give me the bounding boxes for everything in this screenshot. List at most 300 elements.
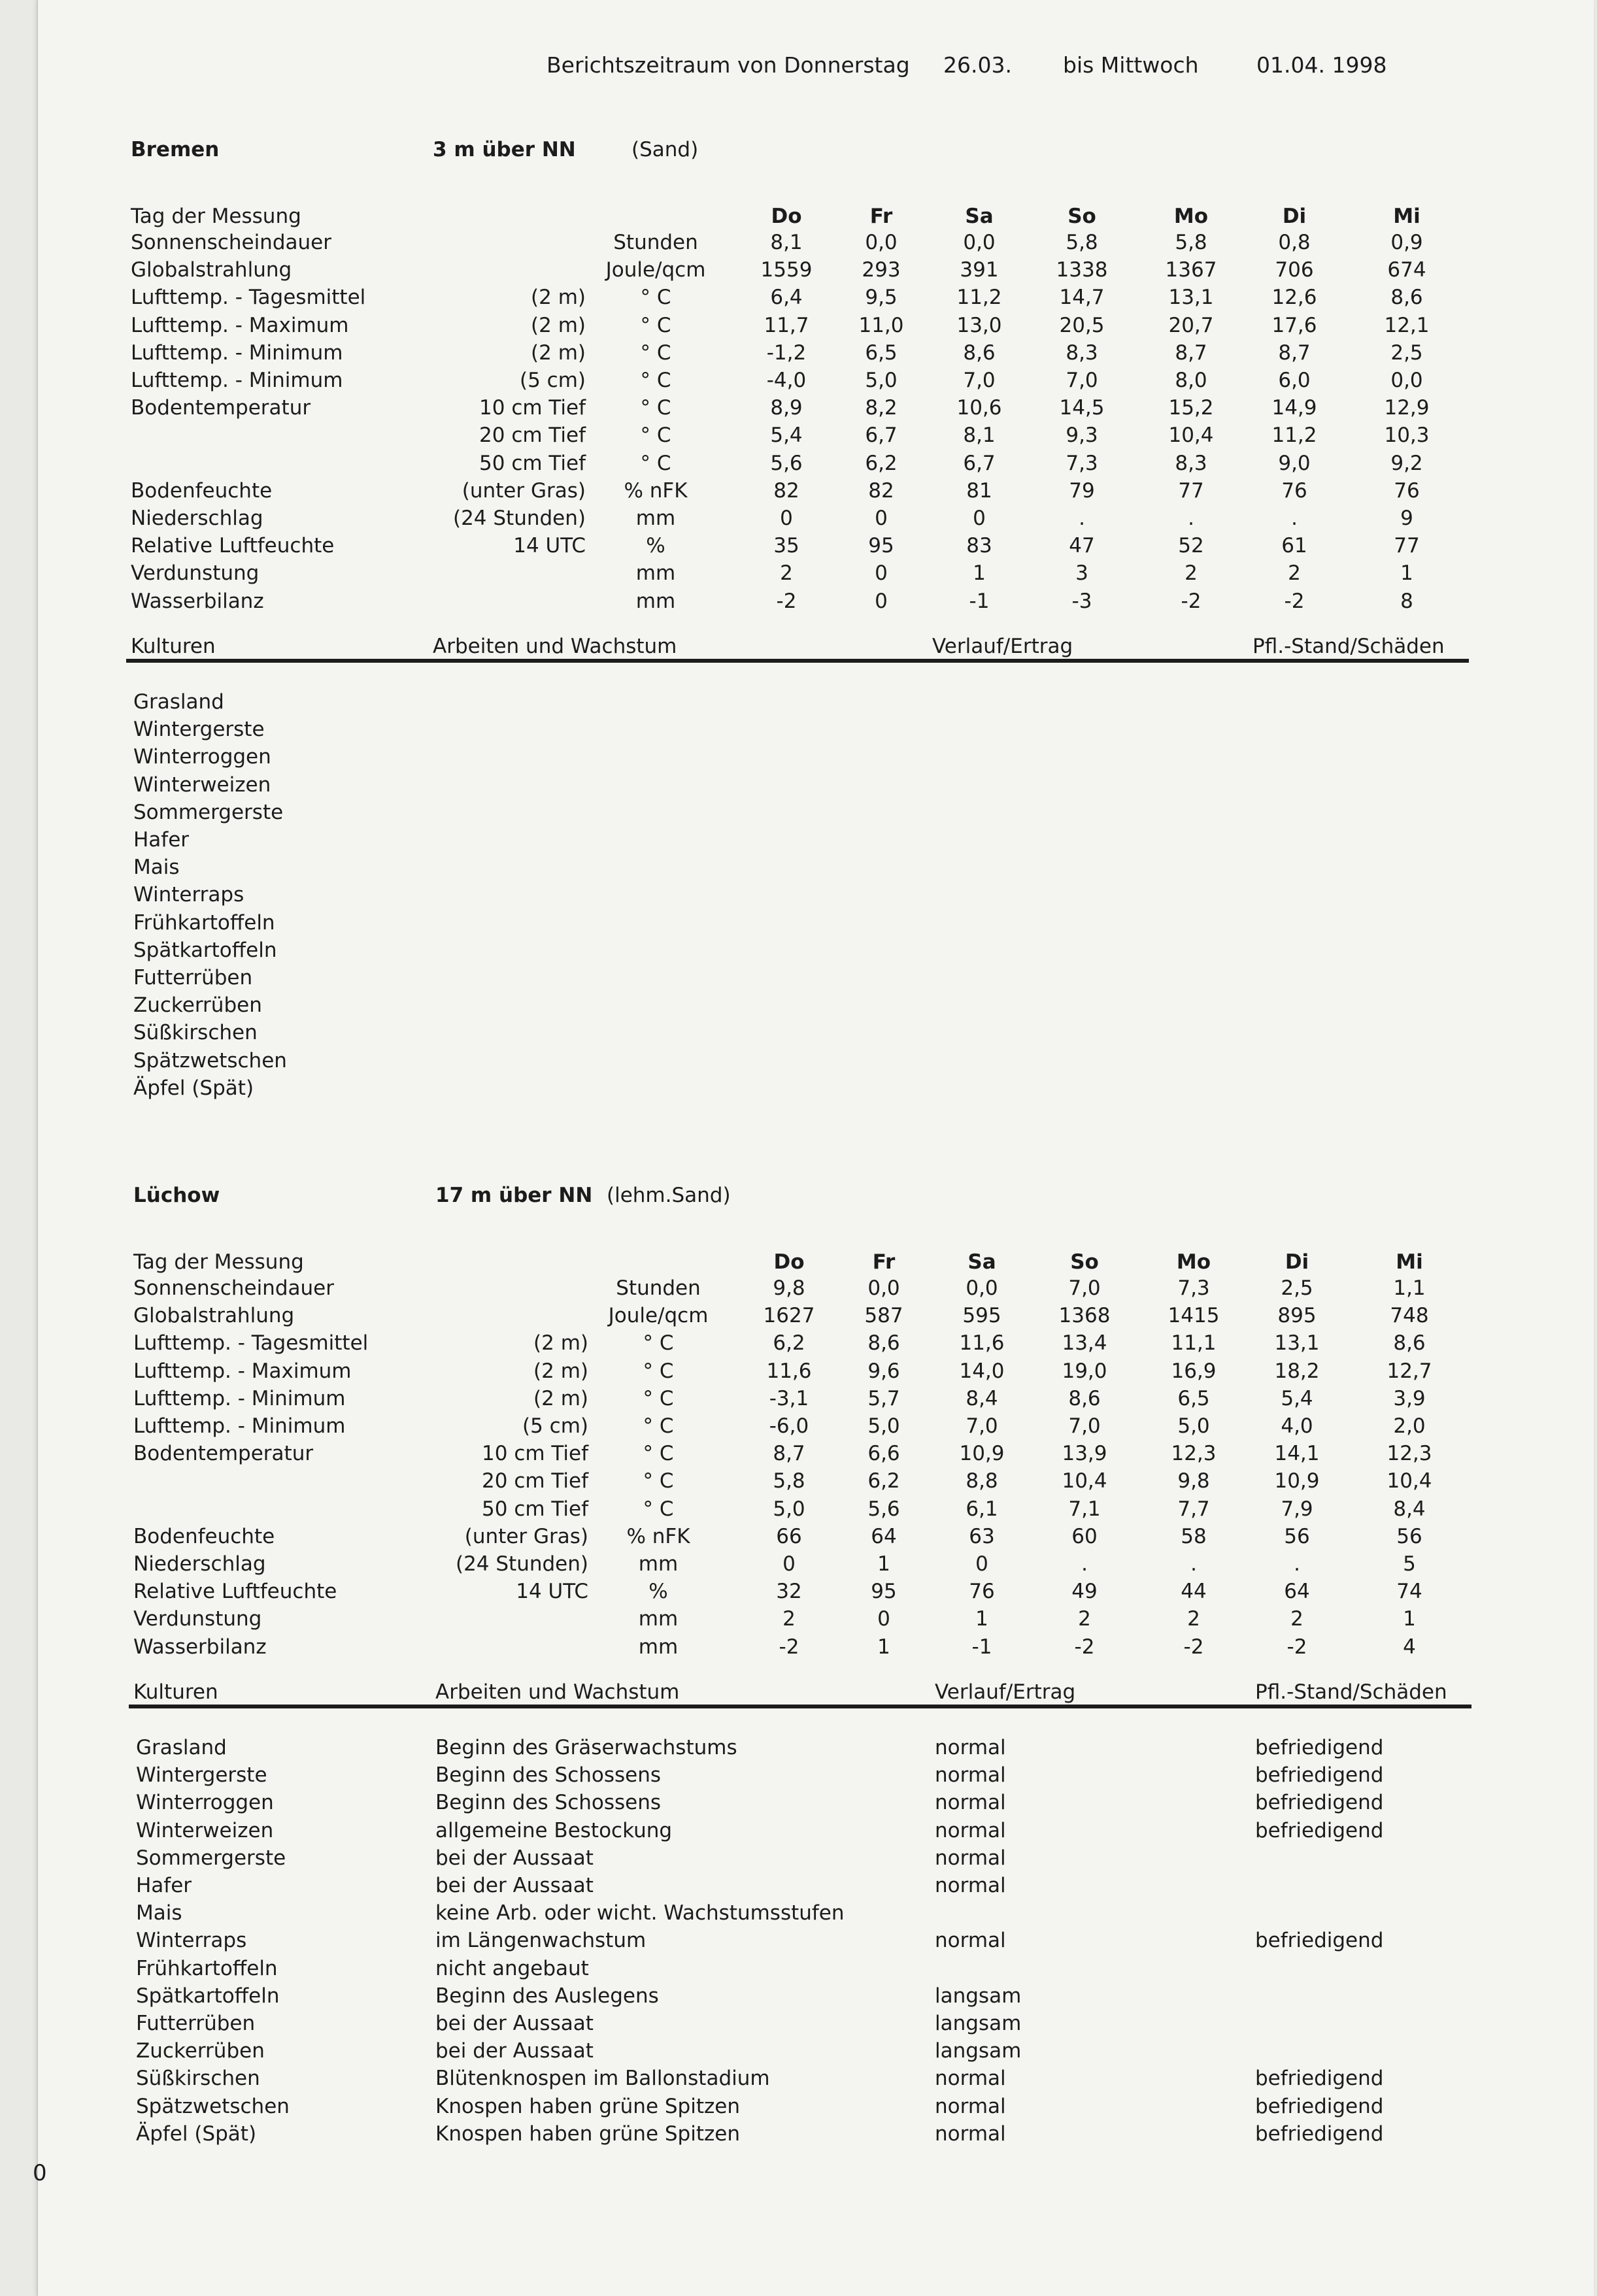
measurement-value: 8,1 — [963, 424, 996, 448]
crop-row — [0, 1789, 1597, 1816]
station-name: Bremen — [131, 138, 220, 161]
measurement-value: . — [1081, 1552, 1088, 1576]
crop-status: befriedigend — [1255, 1791, 1384, 1815]
day-do: Do — [771, 205, 802, 228]
measurement-value: 674 — [1387, 258, 1426, 282]
measurement-value: 3,9 — [1393, 1386, 1426, 1410]
crop-name: Winterweizen — [136, 1818, 274, 1842]
measurement-value: -6,0 — [769, 1414, 809, 1438]
crop-progress: normal — [935, 2094, 1006, 2118]
measurement-value: 8,9 — [770, 396, 803, 420]
measurement-value: 10,4 — [1168, 424, 1214, 448]
measurement-value: 10,3 — [1384, 424, 1430, 448]
crops-header-stand: Pfl.-Stand/Schäden — [1255, 1680, 1447, 1704]
measurement-row — [0, 1412, 1597, 1440]
measurement-label: Lufttemp. - Tagesmittel — [133, 1331, 369, 1356]
measurement-qualifier: 10 cm Tief — [479, 396, 586, 420]
measurement-value: 8,4 — [1393, 1497, 1426, 1521]
crop-row — [0, 771, 1597, 799]
report-period-header — [0, 52, 1597, 78]
measurement-value: 2 — [782, 1607, 796, 1631]
measurement-value: 12,7 — [1387, 1359, 1432, 1383]
period-to-label: bis Mittwoch — [1063, 52, 1199, 78]
measurement-row — [0, 367, 1597, 394]
measurement-value: 81 — [966, 478, 992, 503]
crop-name: Spätkartoffeln — [136, 1984, 280, 2008]
measurement-value: 706 — [1275, 258, 1314, 282]
crops-header-verlauf: Verlauf/Ertrag — [935, 1680, 1076, 1704]
measurement-value: 1,1 — [1393, 1276, 1426, 1300]
station-heading — [0, 136, 1597, 163]
measurement-value: 79 — [1069, 478, 1095, 503]
measurement-value: 6,2 — [865, 451, 898, 475]
measurement-row — [0, 284, 1597, 311]
crop-row — [0, 2120, 1597, 2148]
measurement-unit: ° C — [640, 424, 671, 448]
crop-progress: normal — [935, 2121, 1006, 2146]
measurement-value: 76 — [1394, 478, 1420, 503]
measurement-label: Wasserbilanz — [131, 589, 264, 613]
measurement-value: 18,2 — [1274, 1359, 1320, 1383]
measurement-value: 8,3 — [1175, 451, 1207, 475]
measurement-row — [0, 477, 1597, 505]
measurement-value: -1,2 — [766, 341, 807, 365]
crop-row — [0, 688, 1597, 716]
measurement-value: 6,7 — [865, 424, 898, 448]
measurement-value: 0 — [875, 589, 888, 613]
crop-progress: normal — [935, 1791, 1006, 1815]
crop-name: Hafer — [136, 1874, 192, 1897]
measurement-value: 10,9 — [959, 1442, 1005, 1466]
measurement-value: 0 — [875, 561, 888, 586]
measurement-value: . — [1291, 507, 1298, 530]
measurement-value: 2 — [780, 561, 793, 586]
measurement-qualifier: 50 cm Tief — [479, 451, 586, 475]
crop-row — [0, 2065, 1597, 2092]
measurement-value: 11,6 — [766, 1359, 812, 1383]
measurement-value: 5,8 — [773, 1469, 805, 1493]
crop-row — [0, 2037, 1597, 2065]
crop-status: befriedigend — [1255, 2121, 1384, 2146]
measurement-value: 76 — [1281, 478, 1307, 503]
measurement-value: 8,7 — [1278, 341, 1311, 365]
measurement-value: 8,7 — [1175, 341, 1207, 365]
measurement-label: Lufttemp. - Minimum — [133, 1386, 346, 1410]
measurement-value: 11,1 — [1171, 1331, 1217, 1356]
day-so: So — [1070, 1250, 1099, 1274]
crop-row — [0, 799, 1597, 826]
measurement-qualifier: (24 Stunden) — [455, 1552, 588, 1576]
day-di: Di — [1282, 205, 1307, 228]
crop-status: befriedigend — [1255, 1818, 1384, 1842]
measurement-value: 49 — [1071, 1580, 1098, 1604]
measurement-value: 2 — [1290, 1607, 1303, 1631]
measurement-value: 2,0 — [1393, 1414, 1426, 1438]
measurement-unit: ° C — [643, 1359, 674, 1383]
measurement-value: 8,3 — [1066, 341, 1098, 365]
crop-work: im Längenwachstum — [435, 1929, 647, 1953]
crop-name: Futterrüben — [136, 2012, 256, 2035]
crop-work: bei der Aussaat — [435, 1846, 594, 1870]
crop-row — [0, 2010, 1597, 2037]
station-section-1 — [0, 1182, 1597, 2227]
measurement-qualifier: (2 m) — [533, 1359, 588, 1383]
crop-name: Frühkartoffeln — [133, 910, 275, 935]
measurement-value: 11,2 — [1271, 424, 1317, 448]
crop-work: Knospen haben grüne Spitzen — [435, 2094, 740, 2118]
crop-row — [0, 1074, 1597, 1102]
measurement-value: 13,1 — [1168, 286, 1214, 310]
measurement-value: 8,8 — [966, 1469, 998, 1493]
measurement-value: 5 — [1403, 1552, 1416, 1576]
measurement-row — [0, 1274, 1597, 1302]
measurement-label: Verdunstung — [133, 1607, 262, 1631]
measurement-unit: ° C — [643, 1386, 674, 1410]
measurement-value: 44 — [1181, 1580, 1207, 1604]
measurement-label: Globalstrahlung — [131, 258, 292, 282]
day-sa: Sa — [965, 205, 994, 228]
crop-name: Winterraps — [133, 883, 244, 907]
measurement-row — [0, 532, 1597, 559]
crop-row — [0, 826, 1597, 854]
measurement-value: 61 — [1281, 534, 1307, 558]
day-header-label: Tag der Messung — [131, 205, 301, 228]
crop-row — [0, 1899, 1597, 1927]
measurement-value: 1 — [973, 561, 986, 586]
crop-progress: langsam — [935, 2039, 1022, 2063]
measurement-value: 82 — [868, 478, 894, 503]
measurement-value: 12,3 — [1171, 1442, 1217, 1466]
measurement-row — [0, 339, 1597, 367]
crop-progress: normal — [935, 1763, 1006, 1788]
measurement-label: Relative Luftfeuchte — [131, 534, 335, 558]
measurement-row — [0, 256, 1597, 284]
measurement-unit: Joule/qcm — [608, 1304, 709, 1328]
crop-work: allgemeine Bestockung — [435, 1818, 673, 1842]
measurement-value: 8,1 — [770, 231, 803, 254]
measurement-value: 76 — [969, 1580, 995, 1604]
measurement-value: -2 — [1183, 1635, 1204, 1659]
crop-name: Wintergerste — [133, 718, 265, 742]
measurement-qualifier: (2 m) — [533, 1331, 588, 1356]
measurement-value: 5,4 — [770, 424, 803, 448]
crop-name: Winterweizen — [133, 773, 271, 797]
measurement-value: 9,0 — [1278, 451, 1311, 475]
crop-work: Beginn des Gräserwachstums — [435, 1736, 737, 1759]
crop-name: Grasland — [136, 1736, 227, 1759]
measurement-qualifier: (2 m) — [531, 286, 586, 310]
measurement-value: 5,0 — [865, 369, 898, 392]
measurement-label: Lufttemp. - Minimum — [133, 1414, 346, 1438]
measurement-value: 14,9 — [1271, 396, 1317, 420]
station-name: Lüchow — [133, 1184, 220, 1207]
measurement-label: Lufttemp. - Minimum — [131, 341, 343, 365]
measurement-value: 6,5 — [865, 341, 898, 365]
measurement-unit: ° C — [640, 396, 671, 420]
measurement-value: 5,6 — [867, 1497, 900, 1521]
measurement-label: Sonnenscheindauer — [131, 231, 331, 254]
measurement-value: 56 — [1396, 1524, 1422, 1548]
day-sa: Sa — [967, 1250, 996, 1274]
measurement-value: 4,0 — [1281, 1414, 1313, 1438]
crop-name: Spätzwetschen — [136, 2094, 290, 2118]
day-mi: Mi — [1396, 1250, 1423, 1274]
measurement-value: 0,9 — [1390, 231, 1423, 254]
measurement-value: 64 — [1284, 1580, 1310, 1604]
day-mi: Mi — [1393, 205, 1420, 228]
crop-row — [0, 1982, 1597, 2010]
measurement-value: 2,5 — [1281, 1276, 1313, 1300]
measurement-value: 8,6 — [963, 341, 996, 365]
measurement-value: . — [1190, 1552, 1197, 1576]
measurement-value: 4 — [1403, 1635, 1416, 1659]
measurement-value: 1559 — [760, 258, 813, 282]
measurement-value: 82 — [773, 478, 799, 503]
measurement-qualifier: (2 m) — [533, 1386, 588, 1410]
measurement-row — [0, 1605, 1597, 1633]
crop-name: Winterroggen — [133, 745, 271, 769]
measurement-qualifier: (2 m) — [531, 313, 586, 337]
measurement-value: 64 — [871, 1524, 897, 1548]
measurement-qualifier: (unter Gras) — [464, 1524, 588, 1548]
period-start-date: 26.03. — [943, 52, 1012, 78]
measurement-value: 8,6 — [867, 1331, 900, 1356]
measurement-value: 9 — [1400, 507, 1413, 530]
measurement-unit: % nFK — [624, 478, 688, 503]
measurement-value: 391 — [960, 258, 999, 282]
measurement-value: 7,0 — [963, 369, 996, 392]
measurement-value: 7,3 — [1177, 1276, 1210, 1300]
measurement-value: 11,7 — [764, 313, 809, 337]
measurement-value: 10,6 — [956, 396, 1002, 420]
crop-name: Äpfel (Spät) — [133, 1076, 254, 1100]
crops-header-verlauf: Verlauf/Ertrag — [932, 635, 1073, 658]
measurement-value: 0,0 — [865, 231, 898, 254]
measurement-value: 14,5 — [1059, 396, 1105, 420]
measurement-value: 0,0 — [867, 1276, 900, 1300]
measurement-unit: ° C — [640, 341, 671, 365]
measurement-value: -3,1 — [769, 1386, 809, 1410]
measurement-value: 95 — [871, 1580, 897, 1604]
crops-header-stand: Pfl.-Stand/Schäden — [1252, 635, 1445, 658]
crop-status: befriedigend — [1255, 1929, 1384, 1953]
measurement-value: 8,4 — [966, 1386, 998, 1410]
crop-name: Äpfel (Spät) — [136, 2121, 257, 2146]
station-soil: (Sand) — [631, 138, 699, 161]
measurement-value: -2 — [1286, 1635, 1307, 1659]
measurement-qualifier: (2 m) — [531, 341, 586, 365]
measurement-value: 5,7 — [867, 1386, 900, 1410]
crop-progress: langsam — [935, 2012, 1022, 2035]
measurement-value: 14,7 — [1059, 286, 1105, 310]
measurement-unit: ° C — [643, 1442, 674, 1466]
measurement-value: 6,7 — [963, 451, 996, 475]
crop-name: Mais — [136, 1901, 182, 1925]
measurement-value: -1 — [971, 1635, 992, 1659]
measurement-qualifier: (5 cm) — [522, 1414, 588, 1438]
crop-progress: langsam — [935, 1984, 1022, 2008]
measurement-label: Niederschlag — [133, 1552, 266, 1576]
measurement-qualifier: 20 cm Tief — [479, 424, 586, 448]
measurement-row — [0, 1495, 1597, 1523]
measurement-unit: % nFK — [626, 1524, 690, 1548]
measurement-value: 5,0 — [1177, 1414, 1210, 1438]
crop-row — [0, 909, 1597, 937]
crop-work: nicht angebaut — [435, 1956, 589, 1980]
crops-header-kulturen: Kulturen — [131, 635, 216, 658]
measurement-qualifier: (unter Gras) — [462, 478, 586, 503]
crop-progress: normal — [935, 2067, 1006, 2091]
measurement-row — [0, 450, 1597, 477]
measurement-value: 2 — [1185, 561, 1198, 586]
measurement-value: 2,5 — [1390, 341, 1423, 365]
crop-work: Beginn des Schossens — [435, 1791, 662, 1815]
measurement-value: 66 — [776, 1524, 802, 1548]
crop-row — [0, 743, 1597, 771]
measurement-value: 5,8 — [1175, 231, 1207, 254]
measurement-value: 293 — [862, 258, 901, 282]
measurement-value: 8,6 — [1393, 1331, 1426, 1356]
measurement-row — [0, 1385, 1597, 1412]
measurement-value: -2 — [1284, 589, 1305, 613]
measurement-qualifier: (24 Stunden) — [452, 507, 586, 530]
crop-row — [0, 716, 1597, 743]
station-elevation: 3 m über NN — [433, 138, 576, 161]
crop-name: Futterrüben — [133, 966, 253, 990]
crop-progress: normal — [935, 1818, 1006, 1842]
crops-header-row — [0, 633, 1597, 660]
measurement-value: 12,1 — [1384, 313, 1430, 337]
measurement-value: 12,6 — [1271, 286, 1317, 310]
measurement-value: 63 — [969, 1524, 995, 1548]
measurement-unit: mm — [638, 1635, 679, 1659]
measurement-value: 13,1 — [1274, 1331, 1320, 1356]
measurement-unit: ° C — [640, 286, 671, 310]
measurement-label: Lufttemp. - Maximum — [133, 1359, 352, 1383]
measurement-label: Niederschlag — [131, 507, 263, 530]
measurement-unit: ° C — [640, 451, 671, 475]
period-end-date: 01.04. 1998 — [1256, 52, 1387, 78]
crop-name: Winterroggen — [136, 1791, 274, 1815]
measurement-value: 20,7 — [1168, 313, 1214, 337]
measurement-row — [0, 229, 1597, 256]
crop-work: keine Arb. oder wicht. Wachstumsstufen — [435, 1901, 845, 1925]
measurement-qualifier: 20 cm Tief — [482, 1469, 588, 1493]
crop-row — [0, 937, 1597, 964]
measurement-value: 9,5 — [865, 286, 898, 310]
measurement-value: 0 — [780, 507, 793, 530]
crop-name: Frühkartoffeln — [136, 1956, 278, 1980]
station-soil: (lehm.Sand) — [607, 1184, 731, 1207]
measurement-value: 9,3 — [1066, 424, 1098, 448]
measurement-unit: mm — [638, 1607, 679, 1631]
crops-header-arbeiten: Arbeiten und Wachstum — [435, 1680, 680, 1704]
crop-row — [0, 1955, 1597, 1982]
measurement-value: 8,0 — [1175, 369, 1207, 392]
measurement-unit: ° C — [643, 1414, 674, 1438]
measurement-label: Sonnenscheindauer — [133, 1276, 334, 1300]
measurement-value: 2 — [1288, 561, 1301, 586]
measurement-value: 10,9 — [1274, 1469, 1320, 1493]
measurement-value: 6,1 — [966, 1497, 998, 1521]
crop-row — [0, 1817, 1597, 1844]
measurement-value: 15,2 — [1168, 396, 1214, 420]
measurement-unit: mm — [635, 589, 676, 613]
measurement-value: 1415 — [1168, 1304, 1220, 1328]
measurement-unit: mm — [638, 1552, 679, 1576]
measurement-value: 3 — [1075, 561, 1088, 586]
measurement-value: 8,6 — [1390, 286, 1423, 310]
measurement-value: 12,3 — [1387, 1442, 1432, 1466]
crop-row — [0, 991, 1597, 1019]
measurement-value: 1627 — [763, 1304, 815, 1328]
measurement-label: Relative Luftfeuchte — [133, 1580, 337, 1604]
measurement-value: 6,2 — [773, 1331, 805, 1356]
measurement-value: 5,8 — [1066, 231, 1098, 254]
measurement-value: -2 — [776, 589, 797, 613]
measurement-label: Lufttemp. - Maximum — [131, 313, 349, 337]
measurement-qualifier: 14 UTC — [516, 1580, 588, 1604]
measurement-value: 13,0 — [956, 313, 1002, 337]
measurement-value: 6,2 — [867, 1469, 900, 1493]
measurement-value: 0 — [875, 507, 888, 530]
measurement-value: 95 — [868, 534, 894, 558]
crop-name: Sommergerste — [136, 1846, 286, 1870]
measurement-value: 0 — [877, 1607, 890, 1631]
measurement-value: 7,1 — [1068, 1497, 1101, 1521]
station-heading — [0, 1182, 1597, 1209]
crop-row — [0, 1844, 1597, 1872]
measurement-label: Wasserbilanz — [133, 1635, 267, 1659]
measurement-value: 6,0 — [1278, 369, 1311, 392]
measurement-value: 77 — [1394, 534, 1420, 558]
crop-row — [0, 1927, 1597, 1954]
day-header-row — [0, 203, 1597, 230]
measurement-label: Verdunstung — [131, 561, 260, 586]
crop-progress: normal — [935, 1874, 1006, 1897]
measurement-qualifier: 50 cm Tief — [482, 1497, 588, 1521]
measurement-label: Lufttemp. - Tagesmittel — [131, 286, 366, 310]
measurement-value: 13,4 — [1062, 1331, 1107, 1356]
measurement-value: 0,0 — [963, 231, 996, 254]
measurement-value: 9,2 — [1390, 451, 1423, 475]
day-header-label: Tag der Messung — [133, 1250, 304, 1274]
measurement-unit: ° C — [640, 313, 671, 337]
measurement-qualifier: 14 UTC — [513, 534, 586, 558]
measurement-value: 32 — [776, 1580, 802, 1604]
measurement-value: 8,7 — [773, 1442, 805, 1466]
measurement-row — [0, 312, 1597, 339]
crop-status: befriedigend — [1255, 1763, 1384, 1788]
measurement-unit: ° C — [643, 1469, 674, 1493]
measurement-value: . — [1294, 1552, 1300, 1576]
measurement-value: 895 — [1277, 1304, 1317, 1328]
measurement-value: 83 — [966, 534, 992, 558]
crop-row — [0, 2093, 1597, 2120]
measurement-value: 11,2 — [956, 286, 1002, 310]
measurement-value: 1 — [1403, 1607, 1416, 1631]
day-mo: Mo — [1173, 205, 1209, 228]
measurement-row — [0, 505, 1597, 532]
crop-name: Winterraps — [136, 1929, 247, 1953]
page-mark: 0 — [33, 2160, 47, 2186]
measurement-row — [0, 1357, 1597, 1385]
crop-row — [0, 1872, 1597, 1899]
measurement-unit: % — [648, 1580, 668, 1604]
measurement-value: 11,6 — [959, 1331, 1005, 1356]
measurement-value: 14,1 — [1274, 1442, 1320, 1466]
measurement-value: 1368 — [1058, 1304, 1111, 1328]
